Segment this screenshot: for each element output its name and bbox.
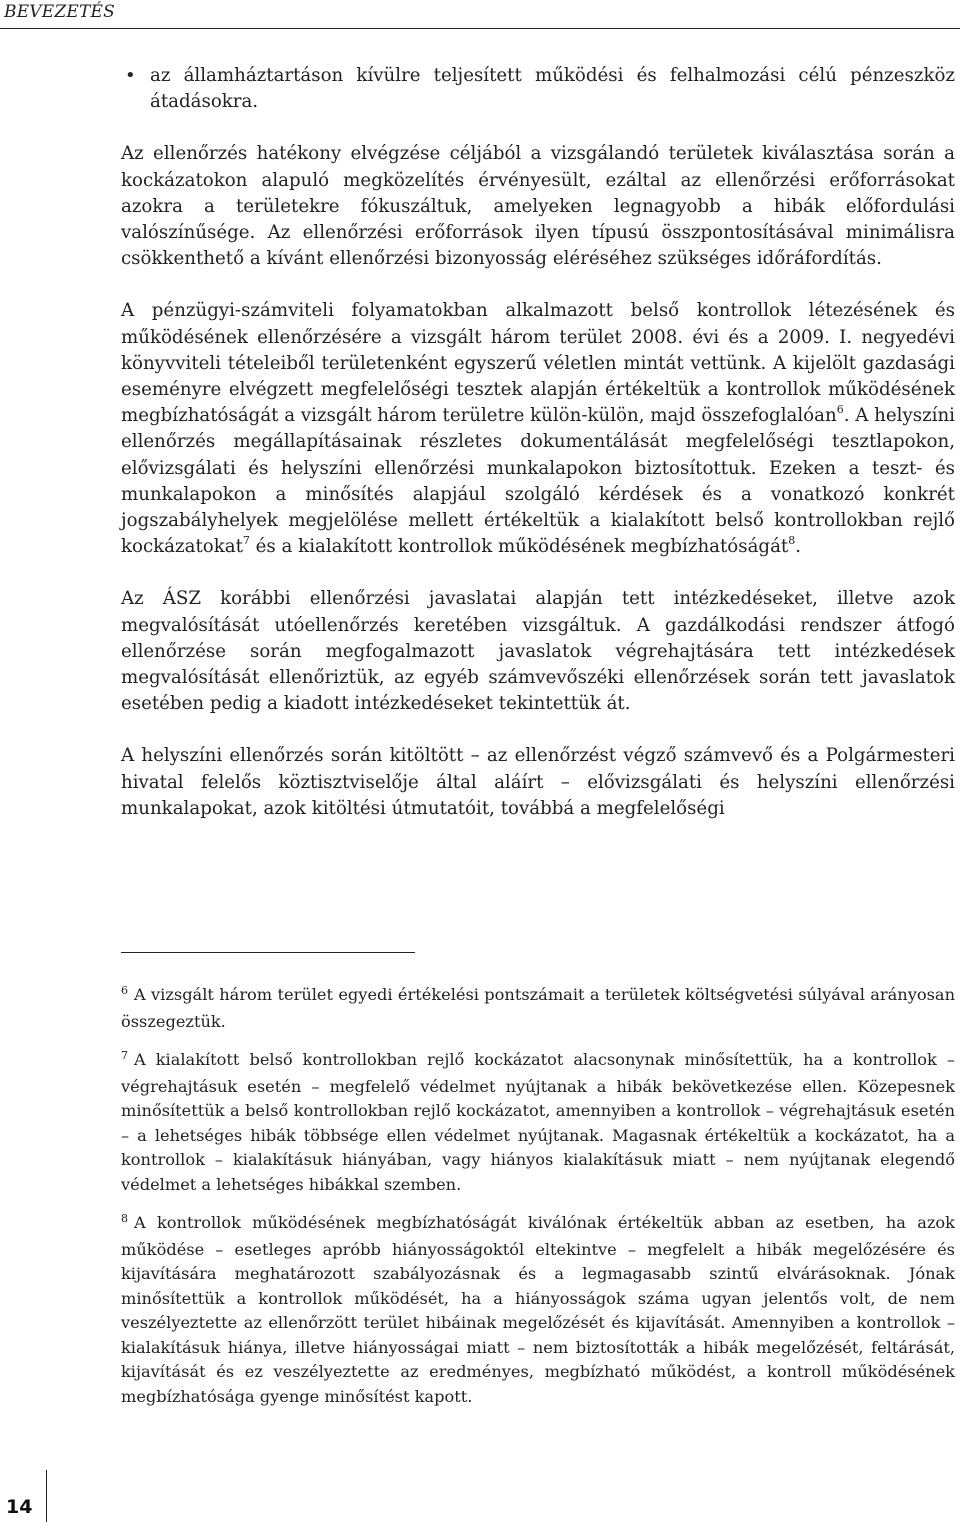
footnote-number: 6 xyxy=(121,984,128,997)
footnote-text: A kialakított belső kontrollokban rejlő kockázatot alacsonynak minősítettük, ha a kontrollok – végrehajtásuk esetén – megfelelő védelmet nyújtanak a hibák bekövetkezése ellen. Közepesnek minősítettük a belső kontrollokban rejlő kockázatot, amennyiben a kontrollok – végrehajtásuk esetén – a lehetséges hibák többsége ellen védelmet nyújtanak. Magasnak értékeltük a kockázatot, ha a kontrollok – kialakításuk hiányában, vagy hiányos kialakításuk miatt – nem nyújtanak elegendő védelmet a lehetséges hibákkal szemben. xyxy=(121,1050,955,1194)
bullet-item xyxy=(125,63,955,115)
bullet-item-text: az államháztartáson kívülre teljesített működési és felhalmozási célú pénzeszköz átadásokra. xyxy=(150,65,955,113)
footnote-separator xyxy=(121,952,415,953)
paragraph-text: . xyxy=(795,536,802,558)
paragraph-text: . A helyszíni ellenőrzés megállapításainak részletes dokumentálását megfelelőségi tesztlapokon, elővizsgálati és helyszíni ellenőrzési munkalapokon biztosítottuk. Ezeken a teszt- és munkalapokon a minősítés alapjául szolgáló kérdések és a vonatkozó konkrét jogszabályhelyek megjelölése mellett értékeltük a kialakított belső kontrollokban rejlő kockázatokat xyxy=(121,405,955,558)
footnote-6 xyxy=(121,983,955,1034)
paragraph-risk-based-approach: Az ellenőrzés hatékony elvégzése céljából a vizsgálandó területek kiválasztása során a kockázatokon alapuló megközelítés érvényesült, ezáltal az ellenőrzési erőforrásokat azokra a területekre fókuszáltuk, amelyeken legnagyobb a hibák előfordulási valószínűsége. Az ellenőrzési erőforrások ilyen típusú összpontosításával minimálisra csökkenthető a kívánt ellenőrzési bizonyosság eléréséhez szükséges időráfordítás. xyxy=(121,143,955,270)
bullet-list xyxy=(121,63,955,115)
footnote-text: A kontrollok működésének megbízhatóságát kiválónak értékeltük abban az esetben, ha azok működése – esetleges apróbb hiányosságoktól eltekintve – megfelelt a hibák megelőzésére és kijavítására meghatározott szabályozásnak és a legmagasabb szintű elvárásoknak. Jónak minősítettük a kontrollok működését, ha a hiányosságok száma ugyan jelentős volt, de nem veszélyeztette az ellenőrzött terület hibáinak megelőzését és kijavítását. Amennyiben a kontrollok – kialakításuk hiánya, illetve hiányosságai miatt – nem biztosították a hibák megelőzését, feltárását, kijavítását és ez veszélyeztette az eredményes, megbízható működést, a kontroll működésének megbízhatósága gyenge minősítést kapott. xyxy=(121,1213,955,1406)
footnote-number: 7 xyxy=(121,1049,128,1062)
main-text xyxy=(121,63,955,848)
paragraph-text: A pénzügyi-számviteli folyamatokban alkalmazott belső kontrollok létezésének és működésének ellenőrzésére a vizsgált három terület 2008. évi és a 2009. I. negyedévi könyvviteli tételeiből területenként egyszerű véletlen mintát vettünk. A kijelölt gazdasági eseményre elvégzett megfelelőségi tesztek alapján értékeltük a kontrollok működésének megbízhatóságát a vizsgált három területre külön-külön, majd összefoglalóan xyxy=(121,300,955,427)
paragraph-follow-up: Az ÁSZ korábbi ellenőrzési javaslatai alapján tett intézkedéseket, illetve azok megvalósítását utóellenőrzés keretében vizsgáltuk. A gazdálkodási rendszer átfogó ellenőrzése során megfogalmazott javaslatok végrehajtására tett intézkedések megvalósítását ellenőriztük, az egyéb számvevőszéki ellenőrzések során tett javaslatok esetében pedig a kiadott intézkedéseket tekintettük át. xyxy=(121,588,955,715)
paragraph-internal-controls xyxy=(121,298,955,560)
header-rule xyxy=(0,28,960,29)
footnote-7 xyxy=(121,1048,955,1197)
footnote-number: 8 xyxy=(121,1212,128,1225)
bullet-icon: • xyxy=(125,65,136,86)
footnote-8 xyxy=(121,1211,955,1409)
footnote-text: A vizsgált három terület egyedi értékelési pontszámait a területek költségvetési súlyával arányosan összegeztük. xyxy=(121,985,955,1031)
paragraph-text: és a kialakított kontrollok működésének megbízhatóságát xyxy=(249,536,789,558)
footnote-ref-7: 7 xyxy=(242,534,250,548)
footnotes xyxy=(121,983,955,1423)
running-header-title: BEVEZETÉS xyxy=(4,2,116,22)
footnote-ref-8: 8 xyxy=(788,534,796,548)
page-number: 14 xyxy=(6,1496,33,1518)
page-number-rule xyxy=(46,1470,47,1522)
footnote-ref-6: 6 xyxy=(836,403,844,417)
paragraph-worksheets: A helyszíni ellenőrzés során kitöltött – az ellenőrzést végző számvevő és a Polgármesteri hivatal felelős köztisztviselője által aláírt – elővizsgálati és helyszíni ellenőrzési munkalapokat, azok kitöltési útmutatóit, továbbá a megfelelőségi xyxy=(121,745,955,819)
